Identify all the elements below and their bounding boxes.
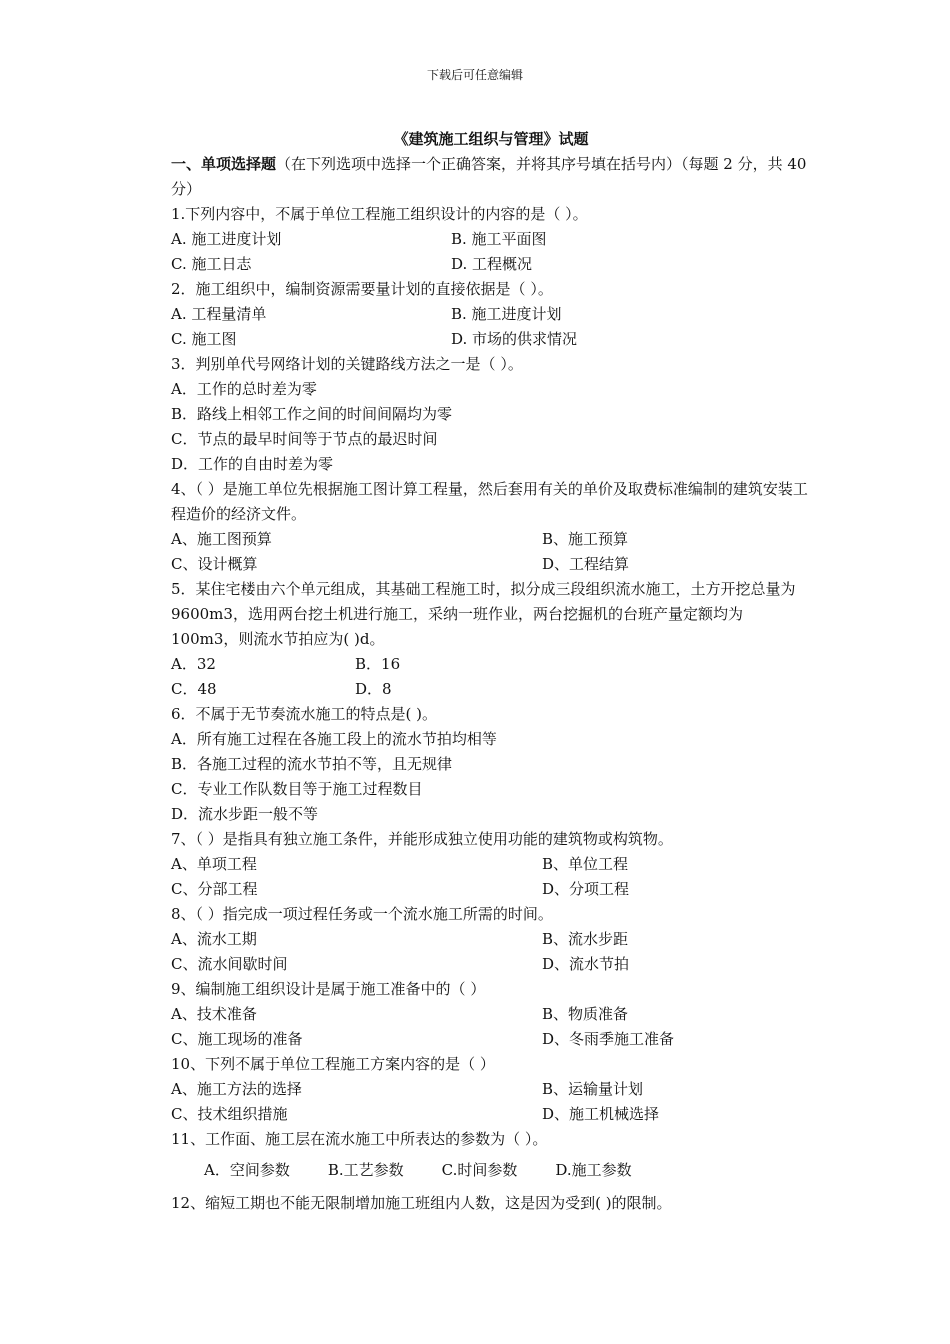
section-lead: 一、单项选择题 (171, 155, 277, 173)
option: A．32 (171, 655, 216, 673)
option: A．空间参数 (204, 1161, 290, 1179)
question-2-options-row-1 (171, 302, 811, 327)
question-5-options-row-1 (171, 652, 811, 677)
question-4-options-row-2 (171, 552, 811, 577)
option: C、分部工程 (171, 880, 258, 898)
option: A、技术准备 (171, 1005, 257, 1023)
question-9: 9、编制施工组织设计是属于施工准备中的（ ） (171, 980, 486, 998)
question-1-options-row-1 (171, 227, 811, 252)
option: B．16 (355, 655, 401, 673)
question-12: 12、缩短工期也不能无限制增加施工班组内人数，这是因为受到( )的限制。 (171, 1194, 672, 1212)
option: A、施工图预算 (171, 530, 272, 548)
option: A. 施工进度计划 (171, 230, 282, 248)
option: C．节点的最早时间等于节点的最迟时间 (171, 430, 438, 448)
option: D、冬雨季施工准备 (542, 1030, 675, 1048)
option: C、流水间歇时间 (171, 955, 288, 973)
option: A、流水工期 (171, 930, 257, 948)
option: D、流水节拍 (542, 955, 630, 973)
exam-content (171, 127, 811, 1216)
option: D．工作的自由时差为零 (171, 455, 334, 473)
option: A、施工方法的选择 (171, 1080, 302, 1098)
option: A、单项工程 (171, 855, 257, 873)
option: B、施工预算 (542, 530, 629, 548)
option: C、设计概算 (171, 555, 258, 573)
option: D、工程结算 (542, 555, 630, 573)
question-8-options-row-1 (171, 927, 811, 952)
question-10: 10、下列不属于单位工程施工方案内容的是（ ） (171, 1055, 495, 1073)
option: D. 工程概况 (451, 255, 533, 273)
option: B、单位工程 (542, 855, 629, 873)
option: B．各施工过程的流水节拍不等，且无规律 (171, 755, 453, 773)
option: B．路线上相邻工作之间的时间间隔均为零 (171, 405, 453, 423)
option: D．流水步距一般不等 (171, 805, 319, 823)
option: D．8 (355, 680, 392, 698)
option: C．48 (171, 680, 217, 698)
option: D、施工机械选择 (542, 1105, 660, 1123)
option: C. 施工日志 (171, 255, 252, 273)
question-7-options-row-1 (171, 852, 811, 877)
section-heading (171, 152, 811, 202)
question-5: 5．某住宅楼由六个单元组成，其基础工程施工时，拟分成三段组织流水施工，土方开挖总量为 9600m3，选用两台挖土机进行施工，采纳一班作业，两台挖掘机的台班产量定额均为 100m3，则流水节拍应为( )d。 (171, 580, 796, 648)
option: B.工艺参数 (327, 1161, 404, 1179)
option: B、物质准备 (542, 1005, 629, 1023)
question-4-options-row-1 (171, 527, 811, 552)
option: C、技术组织措施 (171, 1105, 288, 1123)
option: B、流水步距 (542, 930, 629, 948)
question-11: 11、工作面、施工层在流水施工中所表达的参数为（ ）。 (171, 1130, 548, 1148)
question-4: 4、（ ）是施工单位先根据施工图计算工程量，然后套用有关的单价及取费标准编制的建筑安装工程造价的经济文件。 (171, 480, 808, 523)
question-7-options-row-2 (171, 877, 811, 902)
option: A. 工程量清单 (171, 305, 267, 323)
option: C、施工现场的准备 (171, 1030, 303, 1048)
exam-title: 《建筑施工组织与管理》试题 (393, 130, 589, 148)
question-7: 7、（ ）是指具有独立施工条件，并能形成独立使用功能的建筑物或构筑物。 (171, 830, 673, 848)
question-2: 2．施工组织中，编制资源需要量计划的直接依据是（ ）。 (171, 280, 553, 298)
option: A．工作的总时差为零 (171, 380, 317, 398)
question-10-options-row-1 (171, 1077, 811, 1102)
question-6: 6．不属于无节奏流水施工的特点是( )。 (171, 705, 438, 723)
option: C.时间参数 (441, 1161, 518, 1179)
option: D.施工参数 (555, 1161, 632, 1179)
section-instructions: （在下列选项中选择一个正确答案，并将其序号填在括号内）（每题 2 分，共 40 分） (171, 155, 807, 198)
option: C．专业工作队数目等于施工过程数目 (171, 780, 423, 798)
question-9-options-row-2 (171, 1027, 811, 1052)
option: D. 市场的供求情况 (451, 330, 578, 348)
question-5-options-row-2 (171, 677, 811, 702)
question-1: 1.下列内容中，不属于单位工程施工组织设计的内容的是（ ）。 (171, 205, 588, 223)
question-2-options-row-2 (171, 327, 811, 352)
question-8-options-row-2 (171, 952, 811, 977)
page-header: 下载后可任意编辑 (426, 68, 523, 82)
option: A．所有施工过程在各施工段上的流水节拍均相等 (171, 730, 497, 748)
question-3: 3．判别单代号网络计划的关键路线方法之一是（ ）。 (171, 355, 523, 373)
option: B. 施工平面图 (451, 230, 547, 248)
question-8: 8、（ ）指完成一项过程任务或一个流水施工所需的时间。 (171, 905, 553, 923)
option: C. 施工图 (171, 330, 237, 348)
question-1-options-row-2 (171, 252, 811, 277)
question-10-options-row-2 (171, 1102, 811, 1127)
question-9-options-row-1 (171, 1002, 811, 1027)
option: B、运输量计划 (542, 1080, 644, 1098)
option: D、分项工程 (542, 880, 630, 898)
question-11-options (171, 1158, 811, 1183)
option: B. 施工进度计划 (451, 305, 562, 323)
